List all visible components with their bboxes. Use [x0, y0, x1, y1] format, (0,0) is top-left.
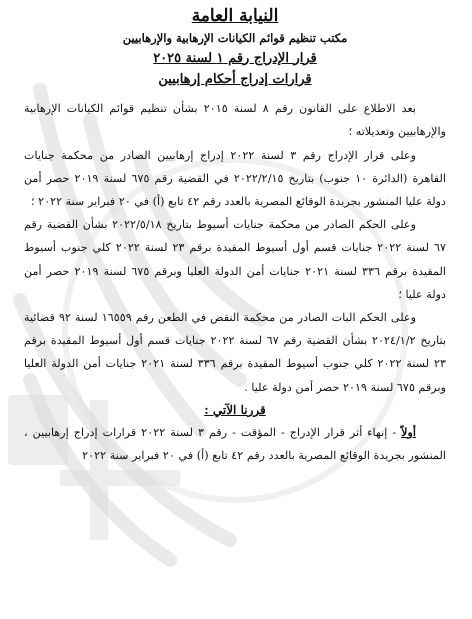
paragraph-cassation-ruling: وعلى الحكم البات الصادر من محكمة النقض في الطعن رقم ١٦٥٥٩ لسنة ٩٢ قضائية بتاريخ ٢٠٢٤/١/٢ بشأن القضية رقم ٦٧ لسنة ٢٠٢٢ جنايات قسم أول أسيوط المقيدة برقم ٢٣ لسنة ٢٠٢٢ كلي جنوب أسيوط المقيدة برقم ٣٣٦ لسنة ٢٠٢١ جنايات أمن الدولة العليا وبرقم ٦٧٥ لسنة ٢٠١٩ حصر أمن دولة عليا . [24, 310, 446, 394]
paragraph-assiut-ruling: وعلى الحكم الصادر من محكمة جنايات أسيوط بتاريخ ٢٠٢٢/٥/١٨ بشأن القضية رقم ٦٧ لسنة ٢٠٢٢ جنايات قسم أول أسيوط المقيدة برقم ٢٣ لسنة ٢٠٢٢ كلي جنوب أسيوط المقيدة برقم ٣٣٦ لسنة ٢٠٢١ جنايات أمن الدولة العليا وبرقم ٦٧٥ لسنة ٢٠١٩ حصر أمن دولة عليا ؛ [24, 218, 446, 301]
first-label: أولاً [401, 424, 416, 439]
resolution-caption: قررنا الآتي : [204, 402, 266, 417]
paragraph-law-reference: بعد الاطلاع على القانون رقم ٨ لسنة ٢٠١٥ بشأن تنظيم قوائم الكيانات الإرهابية والإرهابيين وتعديلاته ؛ [24, 102, 446, 139]
decisions-subtitle: قرارات إدراج أحكام إرهابيين [158, 71, 312, 87]
decision-title: قرار الإدراج رقم ١ لسنة ٢٠٢٥ [153, 50, 317, 66]
resolution-item-first [24, 421, 446, 467]
authority-title: النيابة العامة [191, 6, 279, 26]
office-name: مكتب تنظيم قوائم الكيانات الإرهابية والإرهابيين [122, 31, 348, 46]
paragraph-listing-decision: وعلى قرار الإدراج رقم ٣ لسنة ٢٠٢٢ إدراج إرهابيين الصادر من محكمة جنايات القاهرة (الدائرة ١٠ جنوب) بتاريخ ٢٠٢٢/٢/١٥ في القضية رقم ٦٧٥ لسنة ٢٠١٩ حصر أمن دولة عليا المنشور بجريدة الوقائع المصرية بالعدد رقم ٤٢ تابع (أ) في ٢٠ فبراير سنة ٢٠٢٢ ؛ [24, 148, 446, 208]
first-text: - إنهاء أثر قرار الإدراج - المؤقت - رقم ٣ لسنة ٢٠٢٢ قرارات إدراج إرهابيين ، المنشور بجريدة الوقائع المصرية بالعدد رقم ٤٢ تابع (أ) في ٢٠ فبراير سنة ٢٠٢٢ [24, 425, 446, 462]
